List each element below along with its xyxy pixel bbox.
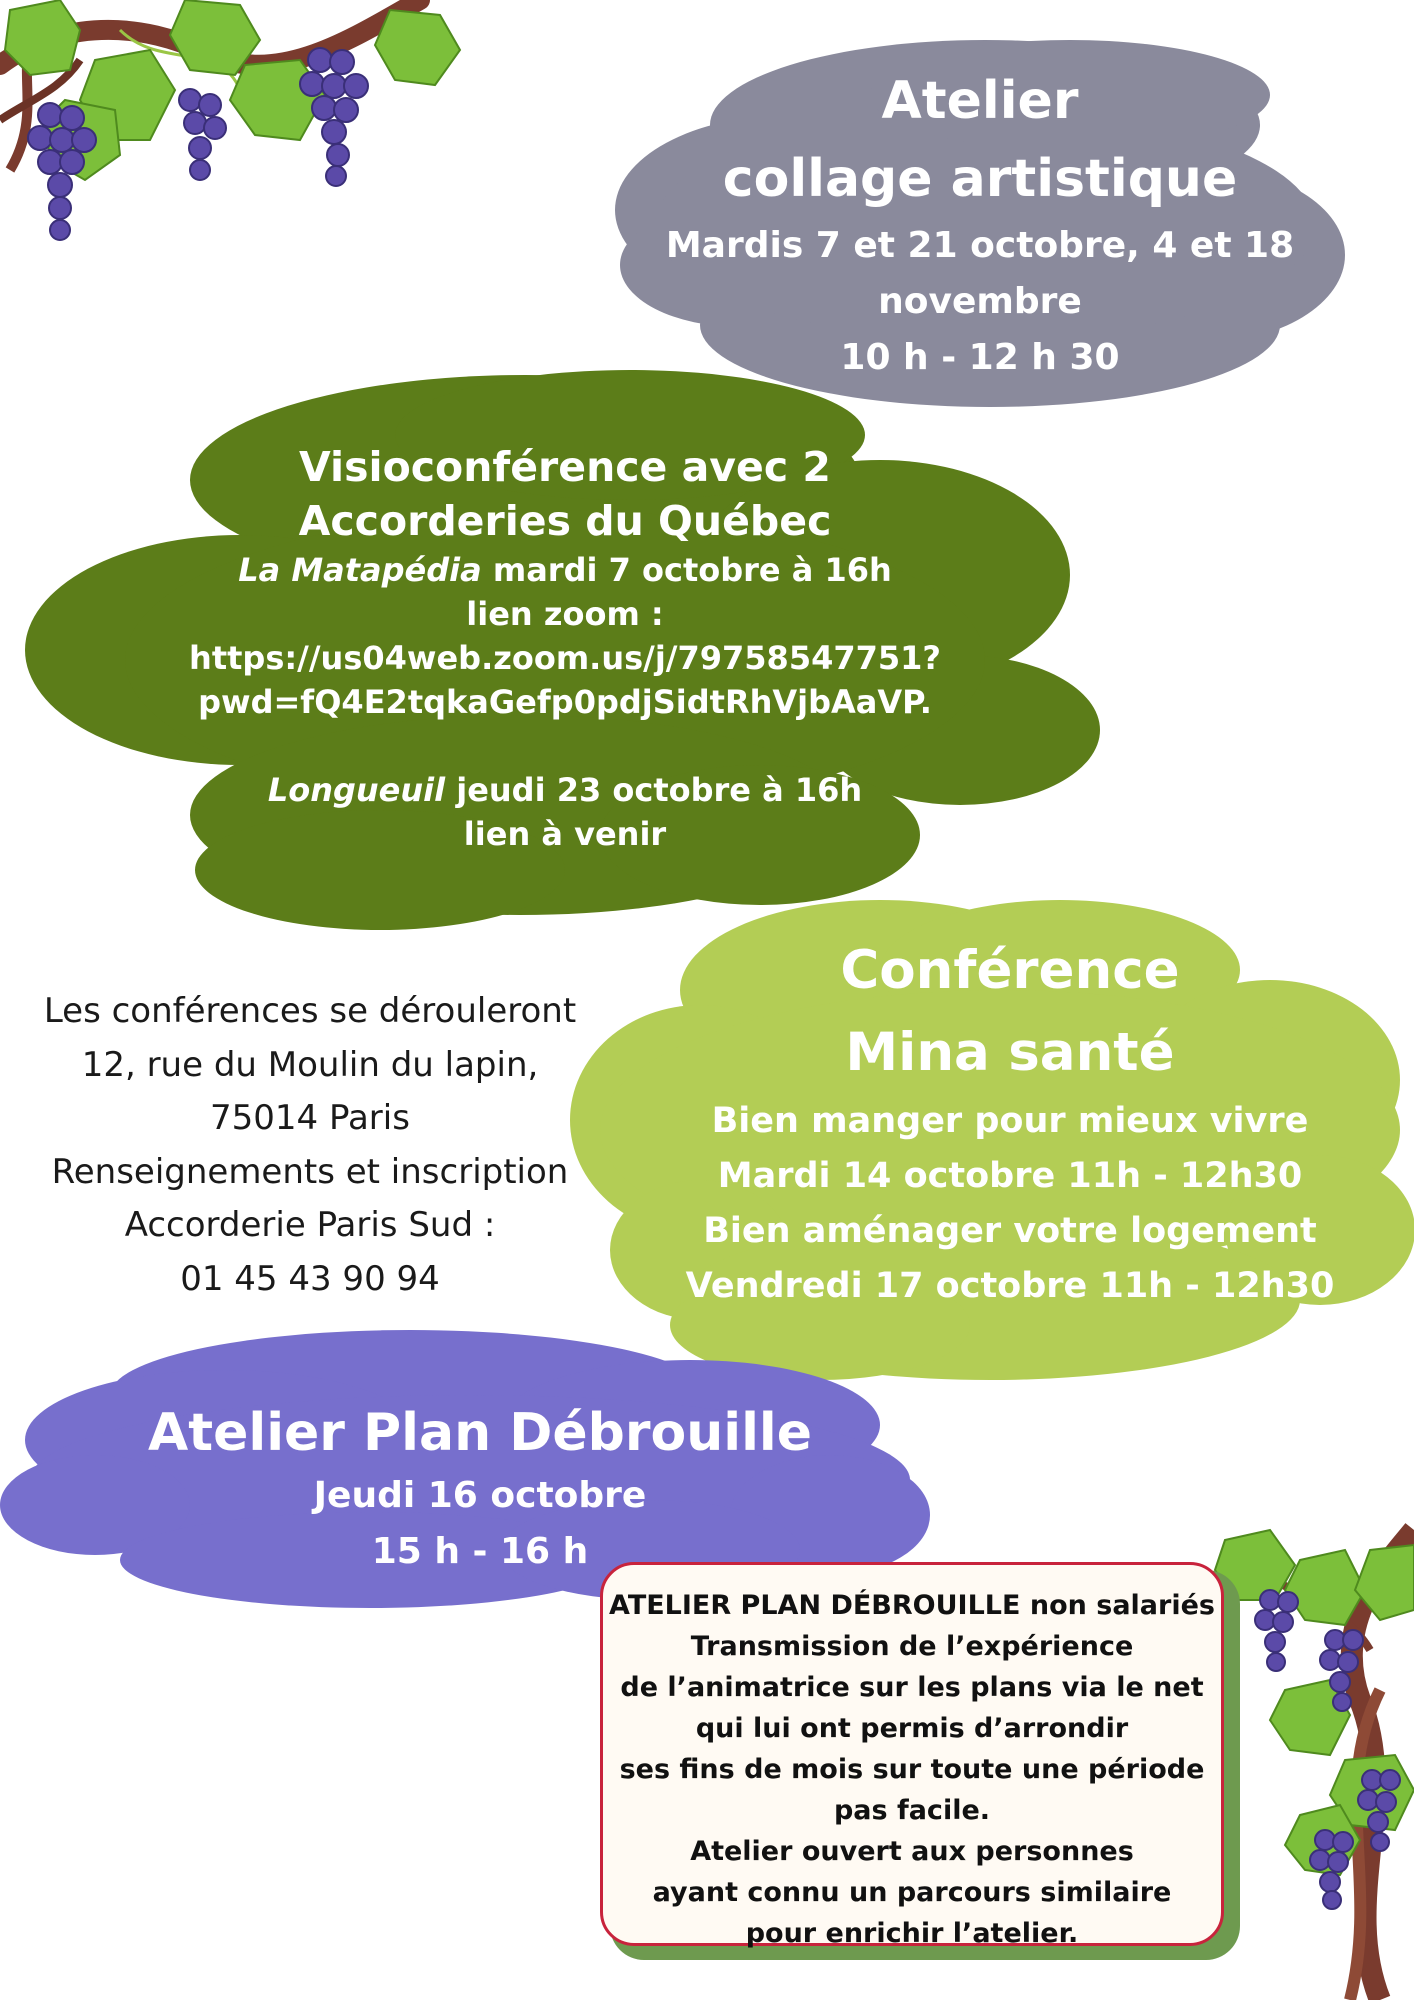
visio-title-line1: Visioconférence avec 2 xyxy=(299,443,831,491)
collage-title-line2: collage artistique xyxy=(722,149,1238,209)
collage-time: 10 h - 12 h 30 xyxy=(840,337,1120,378)
mina-title-line1: Conférence xyxy=(840,940,1180,1001)
venue-info xyxy=(10,985,610,1306)
note-line: Atelier ouvert aux personnes xyxy=(690,1836,1134,1867)
grape-vine-icon xyxy=(0,0,460,240)
note-line: pour enrichir l’atelier. xyxy=(745,1918,1079,1949)
plan-title: Atelier Plan Débrouille xyxy=(148,1403,812,1463)
visio-first-date: mardi 7 octobre à 16h xyxy=(481,551,892,589)
plan-time: 15 h - 16 h xyxy=(371,1531,589,1572)
plan-workshop-block xyxy=(30,1398,930,1580)
note-line: ATELIER PLAN DÉBROUILLE non salariés xyxy=(609,1590,1215,1621)
note-line: ayant connu un parcours similaire xyxy=(652,1877,1172,1908)
collage-dates-line2: novembre xyxy=(878,281,1082,322)
plan-date: Jeudi 16 octobre xyxy=(313,1475,647,1516)
visio-zoom-label: lien zoom : xyxy=(466,595,664,633)
visio-conference-block xyxy=(60,440,1070,856)
collage-dates-line1: Mardis 7 et 21 octobre, 4 et 18 xyxy=(665,225,1295,266)
visio-second-date: jeudi 23 octobre à 16h xyxy=(445,771,863,809)
info-line3: 75014 Paris xyxy=(210,1098,410,1138)
info-line1: Les conférences se dérouleront xyxy=(43,991,577,1031)
mina-talk2-title: Bien aménager votre logement xyxy=(703,1211,1317,1251)
note-line: qui lui ont permis d’arrondir xyxy=(695,1713,1129,1744)
note-line: Transmission de l’expérience xyxy=(690,1631,1134,1662)
mina-talk2-date: Vendredi 17 octobre 11h - 12h30 xyxy=(685,1266,1335,1306)
visio-first-session xyxy=(60,548,1070,592)
info-line2: 12, rue du Moulin du lapin, xyxy=(81,1044,539,1085)
mina-talk1-date: Mardi 14 octobre 11h - 12h30 xyxy=(717,1156,1303,1196)
note-line: pas facile. xyxy=(833,1795,991,1826)
grape-vine-icon xyxy=(1215,1530,1414,2000)
info-phone: 01 45 43 90 94 xyxy=(180,1258,440,1299)
visio-second-link: lien à venir xyxy=(463,815,667,853)
visio-first-name: La Matapédia xyxy=(238,551,482,589)
mina-talk1-title: Bien manger pour mieux vivre xyxy=(711,1101,1309,1141)
visio-title-line2: Accorderies du Québec xyxy=(298,497,832,545)
visio-zoom-url-line1[interactable]: https://us04web.zoom.us/j/79758547751? xyxy=(189,639,941,677)
visio-second-name: Longueuil xyxy=(267,771,446,809)
visio-spacer xyxy=(60,724,1070,768)
info-line5: Accorderie Paris Sud : xyxy=(124,1205,496,1245)
note-line: ses fins de mois sur toute une période xyxy=(619,1754,1205,1785)
visio-second-session xyxy=(60,768,1070,812)
mina-conference-block xyxy=(620,930,1400,1314)
visio-zoom-url-line2[interactable]: pwd=fQ4E2tqkaGefp0pdjSidtRhVjbAaVP. xyxy=(198,683,932,721)
collage-workshop-block xyxy=(620,62,1340,386)
note-line: de l’animatrice sur les plans via le net xyxy=(620,1672,1204,1703)
plan-description-box xyxy=(600,1562,1224,1949)
mina-title-line2: Mina santé xyxy=(845,1022,1175,1083)
info-line4: Renseignements et inscription xyxy=(51,1151,569,1192)
collage-title-line1: Atelier xyxy=(881,71,1079,131)
